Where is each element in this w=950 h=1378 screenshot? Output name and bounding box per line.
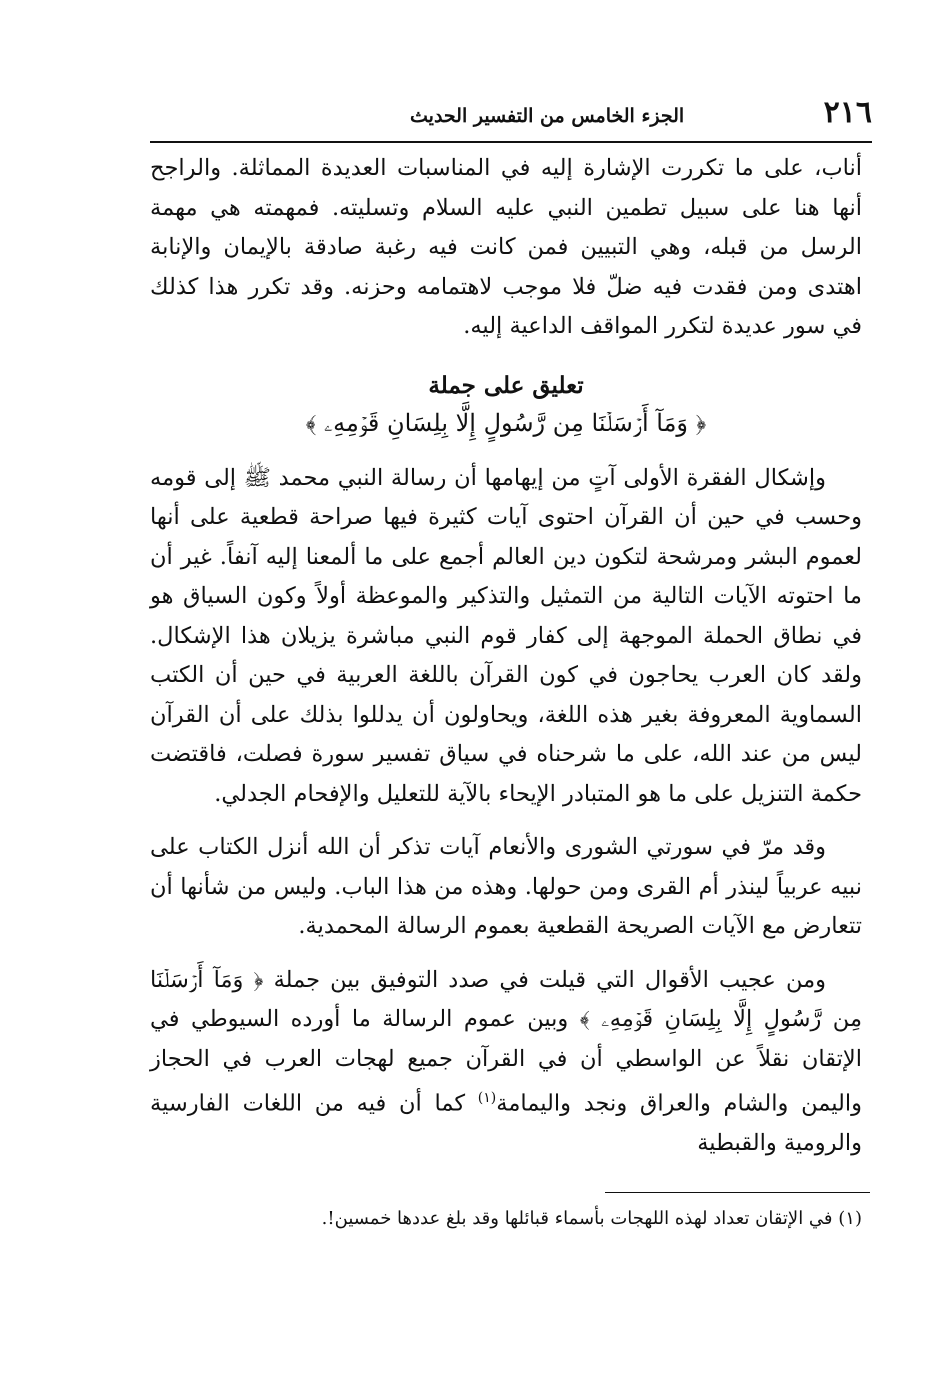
paragraph-4-text-a: ومن عجيب الأقوال التي قيلت في صدد التوفيق بين جملة [273, 966, 827, 993]
paragraph-3: وقد مرّ في سورتي الشورى والأنعام آيات تذكر أن الله أنزل الكتاب على نبيه عربياً لينذر أم القرى ومن حولها. وهذه من هذا الباب. وليس من شأنها أن تتعارض مع الآيات الصريحة القطعية بعموم الرسالة المحمدية. [150, 834, 862, 939]
footnote-marker: (١) [838, 1207, 862, 1229]
paragraph-4 [150, 961, 862, 1164]
paragraph-gap [150, 947, 862, 961]
running-header [150, 95, 872, 143]
section-verse: ﴿ وَمَآ أَرۡسَلۡنَا مِن رَّسُولٍ إِلَّا بِلِسَانِ قَوۡمِهِۦ ﴾ [305, 408, 707, 437]
book-page [150, 95, 872, 1233]
footnote-text: في الإتقان تعداد لهذه اللهجات بأسماء قبائلها وقد بلغ عددها خمسين!. [321, 1207, 833, 1229]
paragraph-2: وإشكال الفقرة الأولى آتٍ من إيهامها أن رسالة النبي محمد ﷺ إلى قومه وحسب في حين أن القرآن احتوى آيات كثيرة فيها صراحة قطعية على أنها لعموم البشر ومرشحة لتكون دين العالم أجمع على ما ألمعنا إليه آنفاً. غير أن ما احتوته الآيات التالية من التمثيل والتذكير والموعظة أولاً وكون السياق هو في نطاق الحملة الموجهة إلى كفار قوم النبي مباشرة يزيلان هذا الإشكال. ولقد كان العرب يحاجون في كون القرآن باللغة العربية في حين أن الكتب السماوية المعروفة بغير هذه اللغة، ويحاولون أن يدللوا بذلك على أن القرآن ليس من عند الله، على ما شرحناه في سياق تفسير سورة فصلت، فاقتضت حكمة التنزيل على ما هو المتبادر الإيحاء بالآية للتعليل والإفحام الجدلي. [150, 464, 862, 807]
footnote-divider [605, 1192, 870, 1193]
paragraph-4-text-b: وبين عموم الرسالة ما أورده السيوطي في الإتقان نقلاً عن الواسطي أن في القرآن جميع لهجات العرب في الحجاز واليمن والشام والعراق ونجد واليمامة [150, 1006, 862, 1117]
section-title: تعليق على جملة [428, 371, 584, 399]
paragraph-gap [150, 814, 862, 828]
page-number: ٢١٦ [823, 95, 872, 130]
paragraph-1: أناب، على ما تكررت الإشارة إليه في المناسبات العديدة المماثلة. والراجح أنها هنا على سبيل تطمين النبي عليه السلام وتسليته. فمهمته هي مهمة الرسل من قبله، وهي التبيين فمن كانت فيه رغبة صادقة بالإيمان والإنابة اهتدى ومن فقدت فيه ضلّ فلا موجب لاهتمامه وحزنه. وقد تكرر هذا كذلك في سور عديدة لتكرر المواقف الداعية إليه. [150, 155, 862, 339]
footnote-reference[interactable]: (١) [477, 1090, 497, 1106]
paragraph-4-text-c: كما أن فيه من اللغات الفارسية والرومية والقبطية [150, 1090, 862, 1156]
running-title: الجزء الخامس من التفسير الحديث [410, 105, 685, 127]
footnote [150, 1205, 862, 1233]
inline-verse: ﴿ وَمَآ أَرۡسَلۡنَا مِن رَّسُولٍ إِلَّا بِلِسَانِ قَوۡمِهِۦ ﴾ [150, 966, 862, 1032]
